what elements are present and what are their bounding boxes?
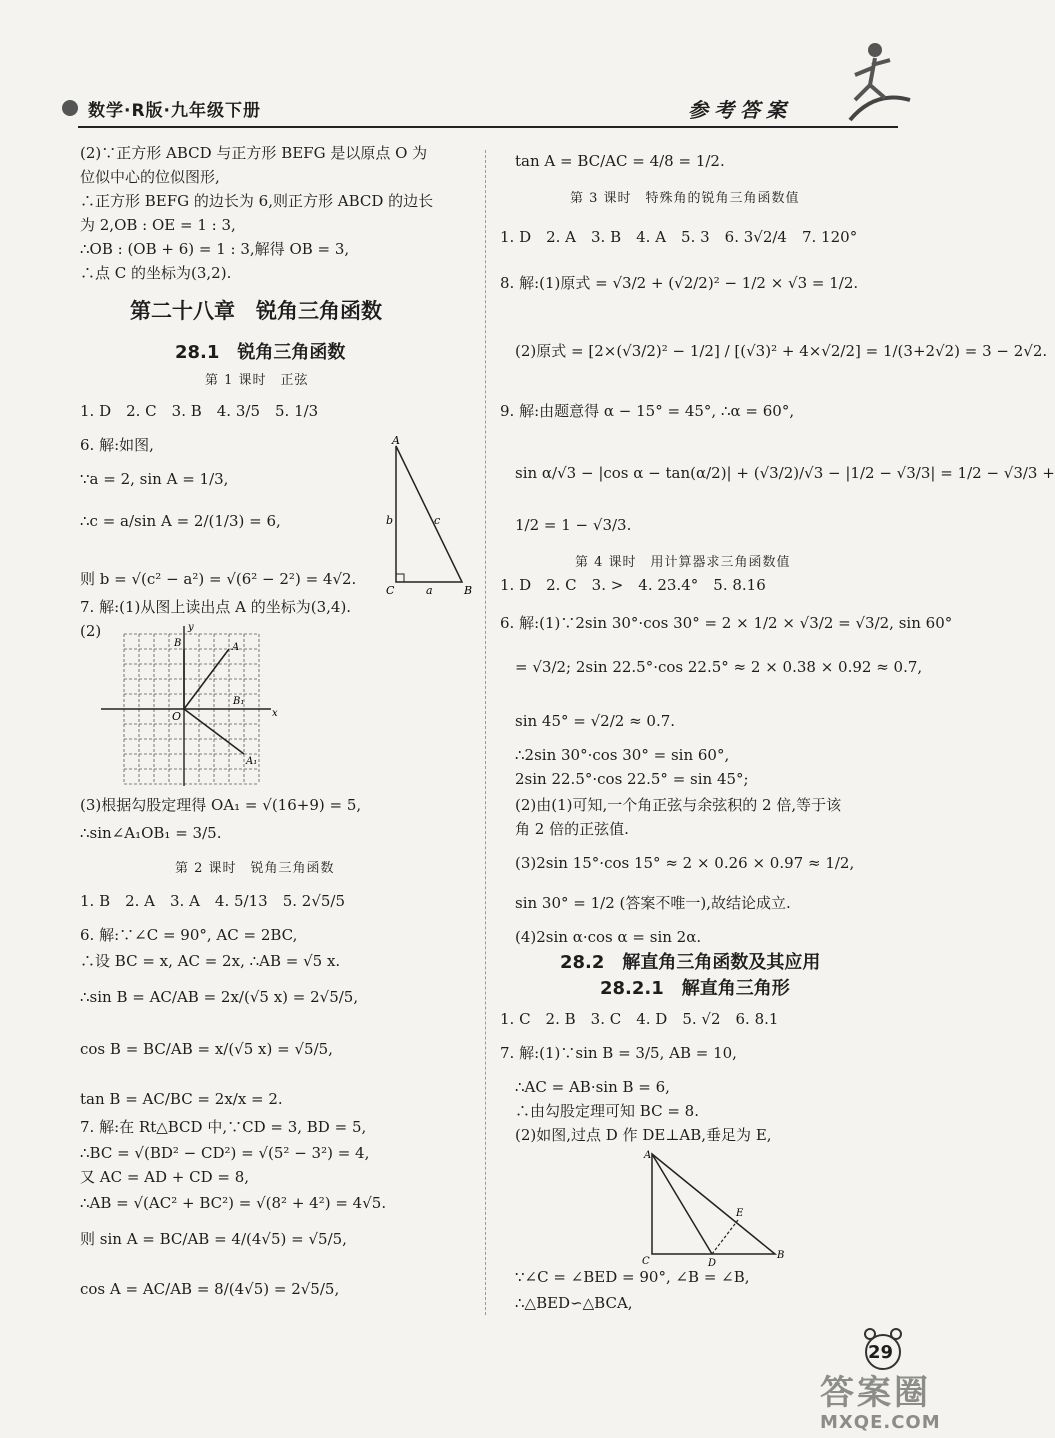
- label-x: x: [272, 708, 278, 719]
- text-line: ∴OB : (OB + 6) = 1 : 3,解得 OB = 3,: [80, 240, 350, 258]
- answer-line: 1. D 2. C 3. B 4. 3/5 5. 1/3: [80, 402, 319, 420]
- answer-line: 1. D 2. C 3. > 4. 23.4° 5. 8.16: [500, 576, 766, 594]
- label-a: a: [426, 584, 433, 597]
- text-line: 位似中心的位似图形,: [80, 168, 220, 186]
- text-line: 则 b = √(c² − a²) = √(6² − 2²) = 4√2.: [80, 570, 357, 588]
- label-E: E: [736, 1208, 744, 1219]
- text-line: 角 2 倍的正弦值.: [515, 820, 629, 838]
- text-line: sin 45° = √2/2 ≈ 0.7.: [515, 712, 676, 730]
- label-O: O: [172, 710, 182, 723]
- lesson-heading: 第 3 课时 特殊角的锐角三角函数值: [570, 191, 800, 206]
- label-c: c: [434, 514, 441, 527]
- label-C: C: [386, 584, 395, 597]
- label-A: A: [644, 1150, 652, 1161]
- text-line: 2sin 22.5°·cos 22.5° = sin 45°;: [515, 770, 749, 788]
- label-B: B: [174, 638, 182, 649]
- text-line: (3)2sin 15°·cos 15° ≈ 2 × 0.26 × 0.97 ≈ 1/2,: [515, 854, 855, 872]
- section-heading: 28.2 解直角三角函数及其应用: [560, 952, 821, 973]
- text-line: 6. 解:如图,: [80, 436, 154, 454]
- text-line: cos A = AC/AB = 8/(4√5) = 2√5/5,: [80, 1280, 340, 1298]
- label-b: b: [386, 514, 394, 527]
- answer-line: 1. C 2. B 3. C 4. D 5. √2 6. 8.1: [500, 1010, 779, 1028]
- text-line: 6. 解:(1)∵2sin 30°·cos 30° = 2 × 1/2 × √3/2 = √3/2, sin 60°: [500, 614, 953, 632]
- header-dot-icon: [62, 100, 78, 116]
- text-line: 9. 解:由题意得 α − 15° = 45°, ∴α = 60°,: [500, 402, 795, 420]
- watermark-url: MXQE.COM: [820, 1412, 941, 1433]
- text-line: ∴正方形 BEFG 的边长为 6,则正方形 ABCD 的边长: [80, 192, 434, 210]
- chapter-title: 第二十八章 锐角三角函数: [130, 299, 382, 323]
- text-line: ∴△BED∽△BCA,: [515, 1294, 633, 1312]
- section-heading: 28.1 锐角三角函数: [175, 342, 346, 363]
- lesson-heading: 第 1 课时 正弦: [205, 373, 309, 388]
- text-line: 为 2,OB : OE = 1 : 3,: [80, 216, 236, 234]
- watermark-text: 答案圈: [820, 1373, 931, 1413]
- text-line: 1/2 = 1 − √3/3.: [515, 516, 632, 534]
- text-line: (2): [80, 622, 102, 640]
- text-line: (2)由(1)可知,一个角正弦与余弦积的 2 倍,等于该: [515, 796, 842, 814]
- text-line: ∴sin∠A₁OB₁ = 3/5.: [80, 824, 222, 842]
- triangle-DE-figure: [640, 1148, 790, 1268]
- label-C: C: [642, 1256, 650, 1267]
- text-line: (2)原式 = [2×(√3/2)² − 1/2] / [(√3)² + 4×√2/2] = 1/(3+2√2) = 3 − 2√2.: [515, 342, 1048, 360]
- page-number: 29: [868, 1342, 894, 1363]
- text-line: cos B = BC/AB = x/(√5 x) = √5/5,: [80, 1040, 333, 1058]
- text-line: ∴点 C 的坐标为(3,2).: [80, 264, 232, 282]
- text-line: tan B = AC/BC = 2x/x = 2.: [80, 1090, 283, 1108]
- text-line: ∴sin B = AC/AB = 2x/(√5 x) = 2√5/5,: [80, 988, 359, 1006]
- text-line: ∴AC = AB·sin B = 6,: [515, 1078, 670, 1096]
- text-line: 7. 解:(1)∵sin B = 3/5, AB = 10,: [500, 1044, 737, 1062]
- label-A1: A₁: [246, 756, 258, 767]
- book-title: 数学·R版·九年级下册: [88, 101, 262, 121]
- text-line: ∴AB = √(AC² + BC²) = √(8² + 4²) = 4√5.: [80, 1194, 387, 1212]
- header-rule: [78, 126, 898, 128]
- label-B: B: [464, 584, 473, 597]
- text-line: (2)如图,过点 D 作 DE⊥AB,垂足为 E,: [515, 1126, 772, 1144]
- text-line: ∴2sin 30°·cos 30° = sin 60°,: [515, 746, 730, 764]
- text-line: ∴设 BC = x, AC = 2x, ∴AB = √5 x.: [80, 952, 341, 970]
- subsection-heading: 28.2.1 解直角三角形: [600, 978, 790, 999]
- text-line: 则 sin A = BC/AB = 4/(4√5) = √5/5,: [80, 1230, 347, 1248]
- right-triangle-figure: [380, 432, 480, 600]
- text-line: ∵a = 2, sin A = 1/3,: [80, 470, 229, 488]
- text-line: ∴c = a/sin A = 2/(1/3) = 6,: [80, 512, 281, 530]
- label-B: B: [777, 1250, 785, 1261]
- text-line: (4)2sin α·cos α = sin 2α.: [515, 928, 702, 946]
- coordinate-grid-figure: [96, 620, 286, 790]
- text-line: 8. 解:(1)原式 = √3/2 + (√2/2)² − 1/2 × √3 = 1/2.: [500, 274, 859, 292]
- text-line: ∴由勾股定理可知 BC = 8.: [515, 1102, 699, 1120]
- label-B1: B₁: [233, 696, 245, 707]
- answer-line: 1. D 2. A 3. B 4. A 5. 3 6. 3√2/4 7. 120°: [500, 228, 858, 246]
- label-A: A: [392, 434, 400, 447]
- text-line: (3)根据勾股定理得 OA₁ = √(16+9) = 5,: [80, 796, 362, 814]
- text-line: sin α/√3 − |cos α − tan(α/2)| + (√3/2)/√3 − |1/2 − √3/3| = 1/2 − √3/3 +: [515, 464, 1055, 482]
- watermark: [820, 1365, 941, 1433]
- label-D: D: [708, 1258, 717, 1269]
- text-line: 又 AC = AD + CD = 8,: [80, 1168, 250, 1186]
- text-line: ∴BC = √(BD² − CD²) = √(5² − 3²) = 4,: [80, 1144, 370, 1162]
- page-header: [58, 92, 908, 128]
- running-figure-icon: [830, 30, 920, 130]
- label-y: y: [188, 622, 194, 633]
- text-line: 7. 解:(1)从图上读出点 A 的坐标为(3,4).: [80, 598, 352, 616]
- label-A: A: [232, 642, 240, 653]
- text-line: (2)∵正方形 ABCD 与正方形 BEFG 是以原点 O 为: [80, 144, 428, 162]
- text-line: = √3/2; 2sin 22.5°·cos 22.5° ≈ 2 × 0.38 × 0.92 ≈ 0.7,: [515, 658, 923, 676]
- answer-line: 1. B 2. A 3. A 4. 5/13 5. 2√5/5: [80, 892, 346, 910]
- lesson-heading: 第 4 课时 用计算器求三角函数值: [575, 555, 791, 570]
- text-line: 6. 解:∵∠C = 90°, AC = 2BC,: [80, 926, 298, 944]
- column-divider: [485, 150, 486, 1315]
- text-line: 7. 解:在 Rt△BCD 中,∵CD = 3, BD = 5,: [80, 1118, 367, 1136]
- text-line: sin 30° = 1/2 (答案不唯一),故结论成立.: [515, 894, 791, 912]
- section-title: 参考答案: [688, 98, 792, 122]
- lesson-heading: 第 2 课时 锐角三角函数: [175, 861, 335, 876]
- text-line: tan A = BC/AC = 4/8 = 1/2.: [515, 152, 725, 170]
- text-line: ∵∠C = ∠BED = 90°, ∠B = ∠B,: [515, 1268, 750, 1286]
